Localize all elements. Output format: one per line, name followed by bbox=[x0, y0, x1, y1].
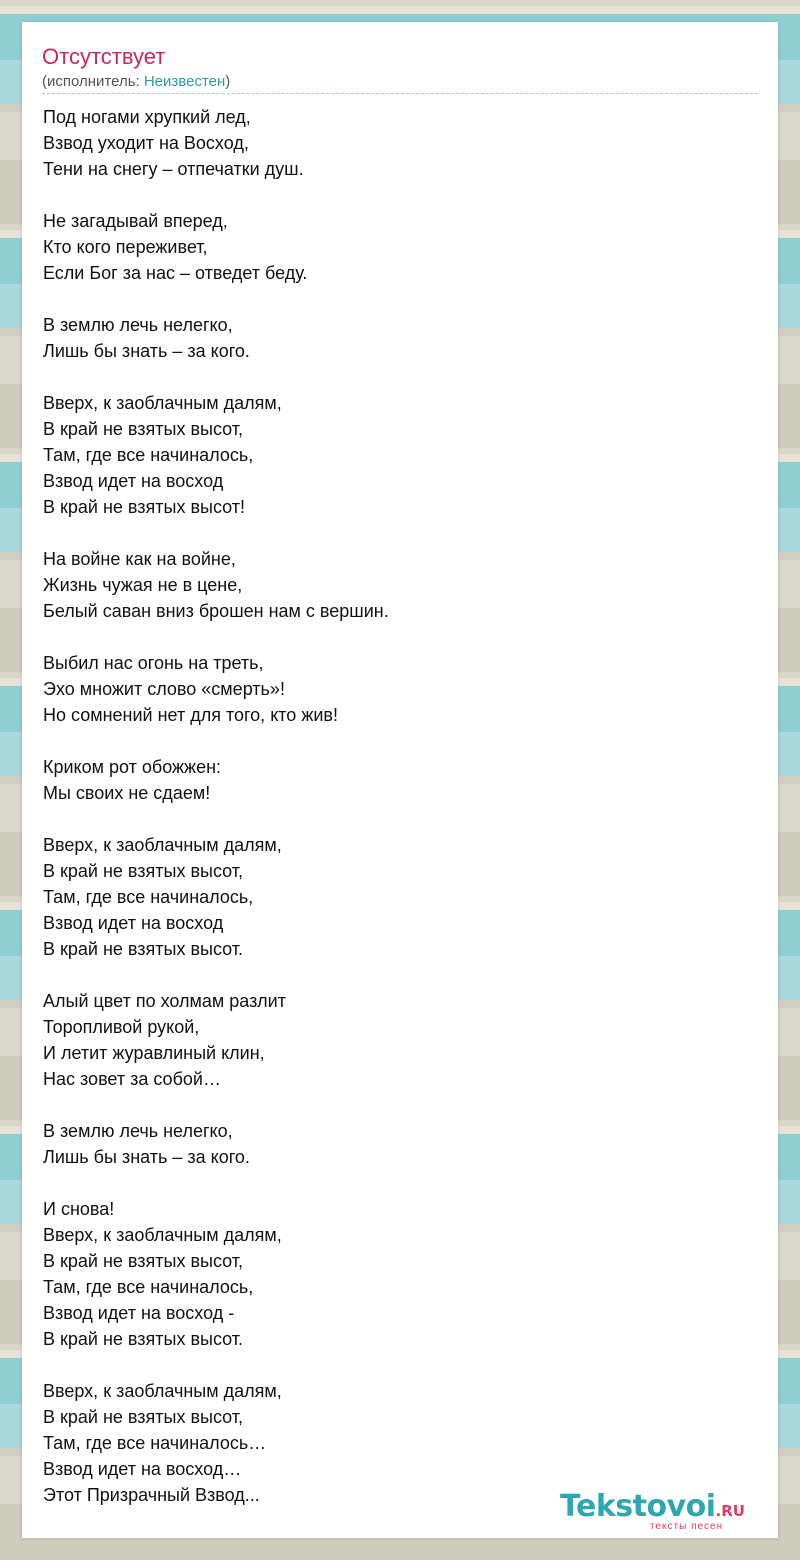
lyric-line: Взвод уходит на Восход, bbox=[43, 133, 249, 153]
lyric-line: Там, где все начиналось, bbox=[43, 887, 254, 907]
lyric-line: В край не взятых высот, bbox=[43, 1251, 244, 1271]
lyric-line: Там, где все начиналось, bbox=[43, 445, 254, 465]
lyric-line: Вверх, к заоблачным далям, bbox=[43, 393, 282, 413]
lyric-line: Взвод идет на восход - bbox=[43, 1303, 235, 1323]
lyrics-stanza bbox=[43, 390, 743, 520]
logo-name: Tekstovoi bbox=[560, 1489, 716, 1524]
lyric-line: Кто кого переживет, bbox=[43, 237, 208, 257]
header-divider bbox=[42, 93, 758, 94]
lyric-line: Эхо множит слово «смерть»! bbox=[43, 679, 285, 699]
lyric-line: Тени на снегу – отпечатки душ. bbox=[43, 159, 304, 179]
lyric-line: В край не взятых высот. bbox=[43, 1329, 244, 1349]
lyrics-card bbox=[22, 22, 778, 1538]
lyric-line: Криком рот обожжен: bbox=[43, 757, 222, 777]
lyric-line: В край не взятых высот. bbox=[43, 939, 244, 959]
lyrics-stanza bbox=[43, 104, 743, 182]
lyric-line: Там, где все начиналось, bbox=[43, 1277, 254, 1297]
lyric-line: Под ногами хрупкий лед, bbox=[43, 107, 251, 127]
lyric-line: Жизнь чужая не в цене, bbox=[43, 575, 243, 595]
artist-line bbox=[42, 73, 230, 91]
site-logo[interactable] bbox=[560, 1490, 770, 1534]
lyric-line: В край не взятых высот, bbox=[43, 419, 244, 439]
lyrics-stanza bbox=[43, 754, 743, 806]
lyric-line: Там, где все начиналось… bbox=[43, 1433, 267, 1453]
lyric-line: В край не взятых высот! bbox=[43, 497, 246, 517]
lyrics-stanza bbox=[43, 546, 743, 624]
lyrics-stanza bbox=[43, 208, 743, 286]
lyric-line: Взвод идет на восход… bbox=[43, 1459, 242, 1479]
artist-suffix: ) bbox=[225, 73, 231, 90]
artist-link[interactable]: Неизвестен bbox=[143, 73, 226, 90]
lyric-line: Лишь бы знать – за кого. bbox=[43, 341, 250, 361]
lyric-line: Взвод идет на восход bbox=[43, 471, 224, 491]
lyrics-stanza bbox=[43, 312, 743, 364]
logo-tagline: тексты песен bbox=[650, 1521, 724, 1532]
lyric-line: Выбил нас огонь на треть, bbox=[43, 653, 264, 673]
lyric-line: Вверх, к заоблачным далям, bbox=[43, 1225, 282, 1245]
lyrics-stanza bbox=[43, 832, 743, 962]
lyric-line: На войне как на войне, bbox=[43, 549, 236, 569]
lyric-line: Этот Призрачный Взвод... bbox=[43, 1485, 260, 1505]
lyric-line: Взвод идет на восход bbox=[43, 913, 224, 933]
lyric-line: Вверх, к заоблачным далям, bbox=[43, 835, 282, 855]
lyric-line: Мы своих не сдаем! bbox=[43, 783, 211, 803]
lyric-line: В край не взятых высот, bbox=[43, 1407, 244, 1427]
artist-prefix: (исполнитель: bbox=[42, 73, 144, 90]
lyric-line: Не загадывай вперед, bbox=[43, 211, 228, 231]
lyric-line: И летит журавлиный клин, bbox=[43, 1043, 265, 1063]
lyric-line: Торопливой рукой, bbox=[43, 1017, 200, 1037]
lyrics-body bbox=[43, 104, 743, 1508]
lyric-line: Лишь бы знать – за кого. bbox=[43, 1147, 250, 1167]
lyric-line: В землю лечь нелегко, bbox=[43, 315, 233, 335]
lyric-line: Если Бог за нас – отведет беду. bbox=[43, 263, 308, 283]
song-title: Отсутствует bbox=[42, 44, 166, 69]
lyric-line: В землю лечь нелегко, bbox=[43, 1121, 233, 1141]
lyrics-stanza bbox=[43, 1196, 743, 1352]
lyric-line: Вверх, к заоблачным далям, bbox=[43, 1381, 282, 1401]
lyrics-stanza bbox=[43, 988, 743, 1092]
lyric-line: В край не взятых высот, bbox=[43, 861, 244, 881]
lyric-line: Алый цвет по холмам разлит bbox=[43, 991, 286, 1011]
lyric-line: Но сомнений нет для того, кто жив! bbox=[43, 705, 338, 725]
lyrics-stanza bbox=[43, 1118, 743, 1170]
logo-tld: .RU bbox=[715, 1502, 745, 1520]
lyric-line: И снова! bbox=[43, 1199, 115, 1219]
lyric-line: Нас зовет за собой… bbox=[43, 1069, 221, 1089]
lyric-line: Белый саван вниз брошен нам с вершин. bbox=[43, 601, 389, 621]
lyrics-stanza bbox=[43, 650, 743, 728]
